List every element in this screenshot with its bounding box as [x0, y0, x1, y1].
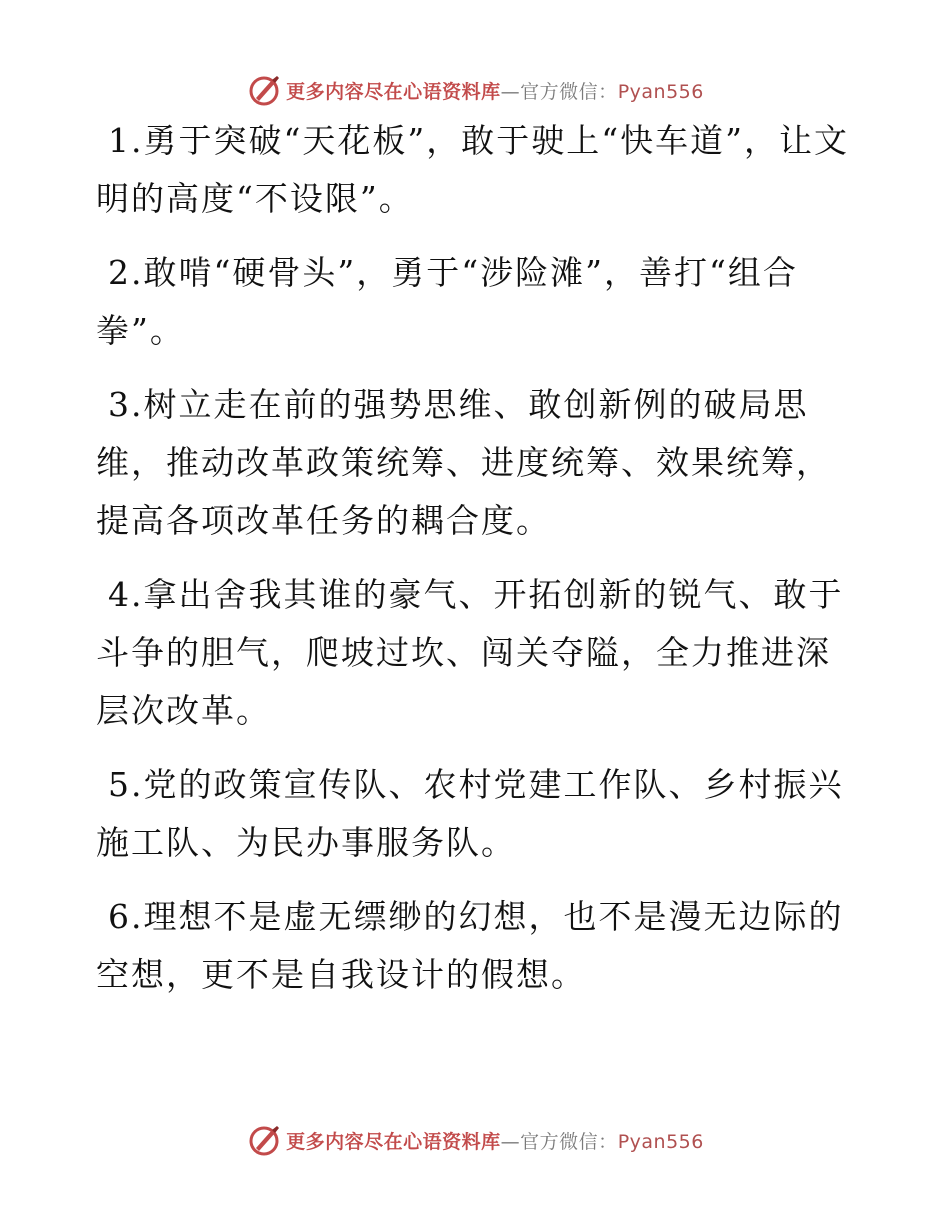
list-item-2: 2.敢啃“硬骨头”，勇于“涉险滩”，善打“组合拳”。: [96, 253, 798, 350]
list-item-3: 3.树立走在前的强势思维、敢创新例的破局思维，推动改革政策统筹、进度统筹、效果统筹，提高各项改革任务的耦合度。: [96, 385, 831, 540]
header-watermark: [0, 70, 950, 110]
footer-watermark: [0, 1120, 950, 1160]
watermark-part3: Pyan556: [617, 80, 704, 103]
watermark-part2: —官方微信：: [500, 80, 618, 103]
watermark-part3: Pyan556: [617, 1130, 704, 1153]
list-item-1: 1.勇于突破“天花板”，敢于驶上“快车道”，让文明的高度“不设限”。: [96, 121, 849, 218]
pen-nib-logo-icon: [246, 1122, 282, 1158]
document-body: [96, 112, 856, 1020]
list-item-6: 6.理想不是虚无缥缈的幻想，也不是漫无边际的空想，更不是自我设计的假想。: [96, 897, 844, 994]
watermark-part1: 更多内容尽在心语资料库: [286, 1130, 501, 1153]
watermark-part1: 更多内容尽在心语资料库: [286, 80, 501, 103]
list-item-5: 5.党的政策宣传队、农村党建工作队、乡村振兴施工队、为民办事服务队。: [96, 765, 844, 862]
watermark-part2: —官方微信：: [500, 1130, 618, 1153]
list-item-4: 4.拿出舍我其谁的豪气、开拓创新的锐气、敢于斗争的胆气，爬坡过坎、闯关夺隘，全力推进深层次改革。: [96, 575, 844, 730]
watermark-text: [286, 77, 704, 104]
watermark-text: [286, 1127, 704, 1154]
pen-nib-logo-icon: [246, 72, 282, 108]
